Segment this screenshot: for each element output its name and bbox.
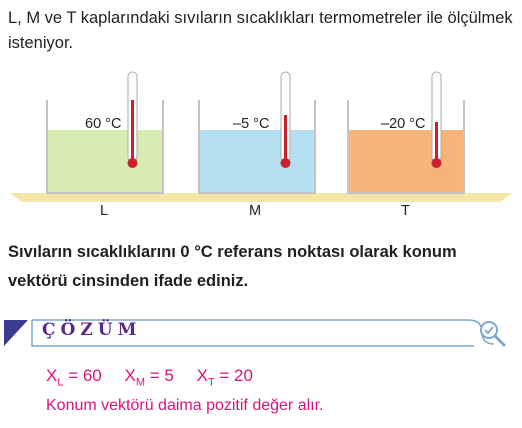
container-M — [199, 72, 315, 193]
solution-note: Konum vektörü daima pozitif değer alır. — [46, 397, 324, 414]
intro-text: L, M ve T kaplarındaki sıvıların sıcaklıkları termometreler ile ölçülmek isteniyor. — [8, 9, 513, 52]
container-name-L: L — [100, 203, 109, 219]
answer-M: $X_M = 5$ — [124, 366, 174, 389]
container-L — [47, 72, 163, 193]
answer-T: $X_T = 20$ — [196, 366, 253, 389]
answer-L: $X_L = 60$ — [46, 366, 102, 389]
container-name-M: M — [249, 203, 262, 219]
liquid-M — [199, 130, 315, 193]
corner-triangle — [4, 320, 28, 346]
container-T — [348, 72, 464, 193]
container-name-T: T — [401, 203, 410, 219]
temp-label-L: 60 °C — [85, 116, 122, 132]
base-surface — [10, 193, 512, 202]
solution-title: ÇÖZÜM — [42, 320, 142, 340]
thermometer-figure — [0, 60, 522, 220]
question-text: Sıvıların sıcaklıklarını 0 °C referans noktası olarak konum vektörü cinsinden ifade ediniz. — [8, 243, 457, 290]
answers — [46, 366, 271, 388]
temp-label-M: –5 °C — [233, 116, 270, 132]
liquid-T — [348, 130, 464, 193]
temp-label-T: –20 °C — [381, 116, 426, 132]
liquid-L — [47, 130, 163, 193]
